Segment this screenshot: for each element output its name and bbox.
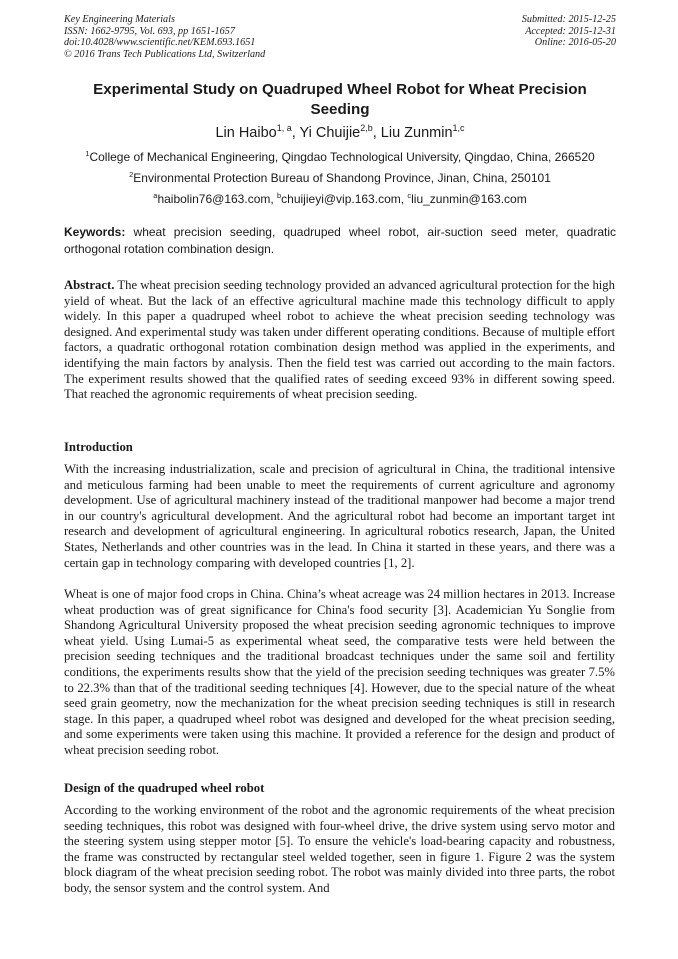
accepted-date: Accepted: 2015-12-31 [525, 25, 616, 37]
submitted-date: Submitted: 2015-12-25 [521, 14, 616, 25]
keywords [64, 224, 616, 257]
section-heading-introduction: Introduction [64, 440, 133, 454]
affiliation-text: College of Mechanical Engineering, Qingdao Technological University, Qingdao, China, 266520 [89, 150, 595, 164]
abstract [64, 278, 615, 403]
paragraph-text: With the increasing industrialization, scale and precision of agricultural in China, the traditional intensive and meticulous farming had been unable to meet the requirements of current agriculture and agronomy development. Use of agricultural machinery instead of the traditional manpower had become a major trend in our country's agricultural development. And the agricultural robot had become an important target int research and development of agricultural engineering. In agricultural robotics research, Japan, the United States, Netherlands and other countries was in the lead. In China it started in these years, and there was a certain gap in technology comparing with developed countries [1, 2]. [64, 462, 615, 570]
paper-title: Experimental Study on Quadruped Wheel Robot for Wheat Precision Seeding [93, 81, 587, 118]
author-name: Liu Zunmin [380, 125, 453, 141]
online-date: Online: 2016-05-20 [534, 37, 616, 49]
author-superscript: 1,c [452, 123, 465, 134]
abstract-label: Abstract. [64, 278, 115, 292]
journal-info [64, 14, 265, 60]
paragraph-text: Wheat is one of major food crops in China. China’s wheat acreage was 24 million hectares in 2013. Increase wheat production was of great significance for China's food security [3]. Academician Yu Songlie from Shandong Agricultural University proposed the wheat precision seeding agronomic techniques to improve wheat yield. Using Lumai-5 as experimental wheat seed, the comparative tests were held between the precision seeding techniques and the traditional broadcast techniques under the same soil and fertility conditions, the experiments results show that the yield of the precision seeding techniques was greater 7.5% to 22.3% than that of the traditional seeding techniques [4]. However, due to the special nature of the wheat seed grain geometry, now the mechanization for the wheat precision seeding techniques is still in research stage. In this paper, a quadruped wheel robot was designed and developed for the wheat precision seeding, and some experiments were taken using this machine. It provided a reference for the design and product of wheat precision seeding robot. [64, 587, 615, 757]
author-emails [64, 191, 616, 207]
affiliation [64, 149, 616, 165]
email-text: chuijieyi@vip.163.com, [281, 192, 408, 206]
section-heading-design: Design of the quadruped wheel robot [64, 781, 265, 795]
email-text: haibolin76@163.com, [157, 192, 278, 206]
email-superscript: c [407, 191, 412, 200]
author-name: Yi Chuijie [299, 125, 361, 141]
author-superscript: 2,b [360, 123, 373, 134]
author-name: Lin Haibo [215, 125, 277, 141]
affiliation-text: Environmental Protection Bureau of Shandong Province, Jinan, China, 250101 [133, 171, 551, 185]
keywords-text: wheat precision seeding, quadruped wheel robot, air-suction seed meter, quadratic orthogonal rotation combination design. [64, 225, 616, 256]
email-superscript: a [153, 191, 158, 200]
abstract-text: The wheat precision seeding technology provided an advanced agricultural protection for the high yield of wheat. But the lack of an effective agricultural machine made this technology difficult to apply widely. In this paper a quadruped wheel robot to achieve the wheat precision seeding technology was designed. And experimental study was taken under different operating conditions. Because of multiple effort factors, a quadratic orthogonal rotation combination design method was applied in the experiments, and identifying the main factors by analysis. Then the field test was carried out according to the main factors. The experiment results showed that the qualified rates of seeding exceed 93% in different sowing speed. That reached the agronomic requirements of wheat precision seeding. [64, 278, 615, 402]
paragraph [64, 587, 615, 759]
author-list: Lin Haibo$^{1, a}$, Yi Chuijie$^{2,b}$, Liu Zunmin$^{1,c}$ [215, 123, 465, 141]
affiliation-superscript: 1 [85, 149, 90, 158]
email-superscript: b [277, 191, 282, 200]
paragraph-text: According to the working environment of the robot and the agronomic requirements of the wheat precision seeding techniques, this robot was designed with four-wheel drive, the drive system using servo motor and the steering system using stepper motor [5]. To ensure the vehicle's load-bearing capacity and robustness, the frame was constructed by rectangular steel welded together, seen in figure 1. Figure 2 was the system block diagram of the wheat precision seeding robot. The robot was mainly divided into three parts, the robot body, the sensor system and the control system. And [64, 803, 615, 895]
copyright: © 2016 Trans Tech Publications Ltd, Switzerland [64, 48, 266, 60]
affiliation [64, 170, 616, 186]
publication-dates [522, 14, 616, 49]
author-superscript: 1, a [276, 123, 292, 134]
doi: doi:10.4028/www.scientific.net/KEM.693.1651 [64, 37, 256, 49]
paragraph [64, 462, 615, 571]
keywords-label: Keywords: [64, 225, 126, 239]
email-text: liu_zunmin@163.com [411, 192, 527, 206]
journal-name: Key Engineering Materials [64, 14, 175, 25]
issn: ISSN: 1662-9795, Vol. 693, pp 1651-1657 [64, 25, 235, 37]
affiliation-superscript: 2 [129, 170, 134, 179]
paragraph [64, 803, 615, 897]
